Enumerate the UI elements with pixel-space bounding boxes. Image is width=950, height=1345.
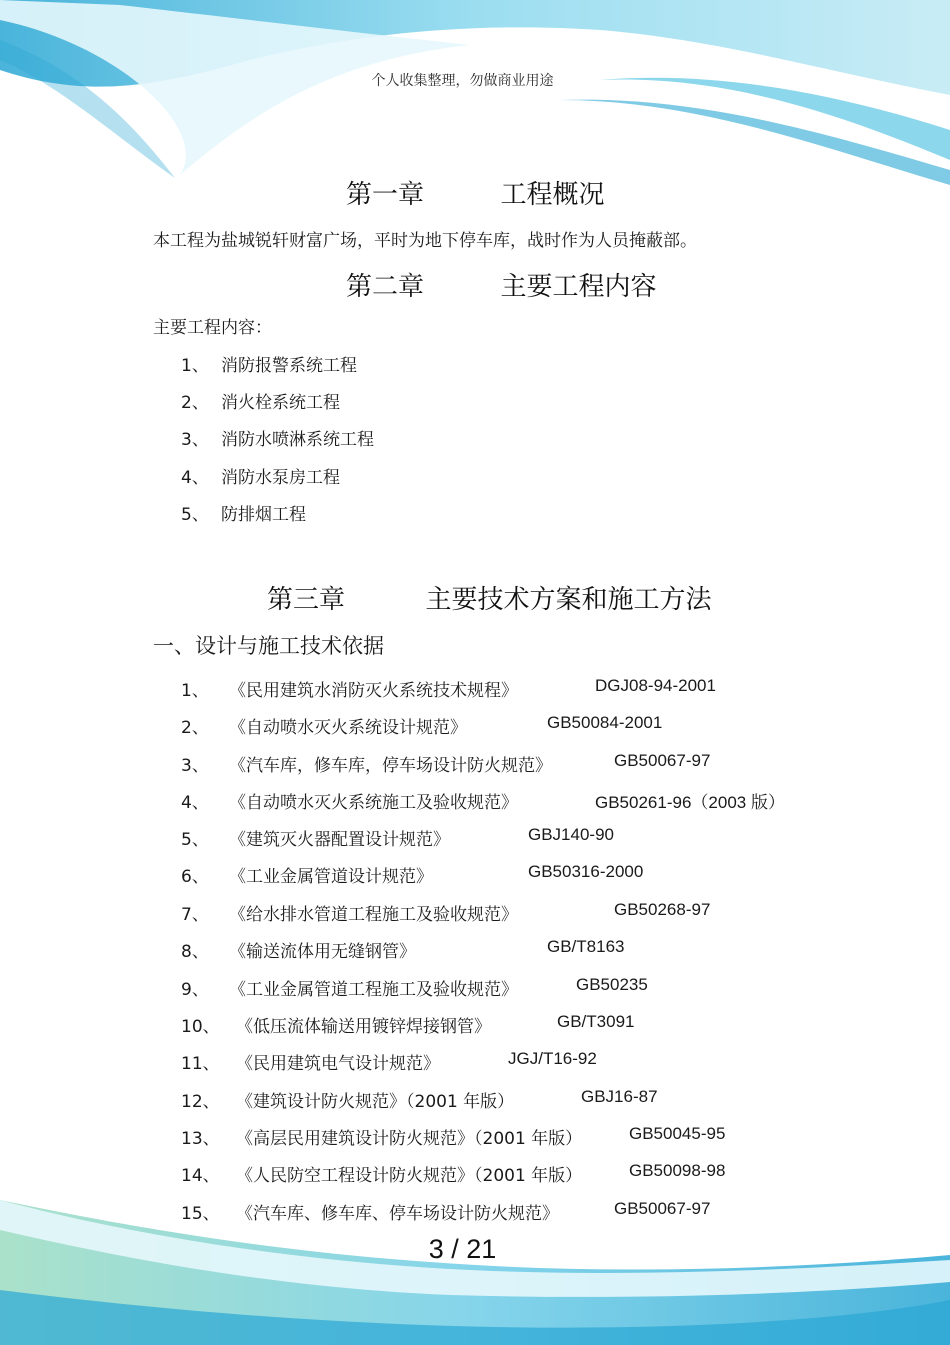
reference-code: GB/T8163 bbox=[547, 937, 625, 956]
chapter2-number: 第二章 bbox=[346, 272, 425, 302]
reference-row: 3、 《汽车库，修车库，停车场设计防火规范》 bbox=[181, 756, 552, 776]
reference-row: 2、 《自动喷水灭火系统设计规范》 bbox=[181, 718, 467, 738]
list-item: 5、 防排烟工程 bbox=[181, 505, 306, 525]
reference-code: GBJ140-90 bbox=[528, 825, 614, 844]
reference-row: 14、 《人民防空工程设计防火规范》（2001 年版） bbox=[181, 1166, 583, 1186]
reference-code: GBJ16-87 bbox=[581, 1087, 658, 1106]
list-item: 1、 消防报警系统工程 bbox=[181, 356, 357, 376]
section-heading: 一、设计与施工技术依据 bbox=[153, 634, 384, 658]
reference-row: 12、 《建筑设计防火规范》（2001 年版） bbox=[181, 1092, 515, 1112]
reference-code: GB/T3091 bbox=[557, 1012, 635, 1031]
watermark-text: 个人收集整理，勿做商业用途 bbox=[371, 73, 554, 89]
chapter1-heading bbox=[346, 174, 605, 211]
reference-row: 7、 《给水排水管道工程施工及验收规范》 bbox=[181, 905, 518, 925]
reference-row: 6、 《工业金属管道设计规范》 bbox=[181, 867, 433, 887]
reference-row: 8、 《输送流体用无缝钢管》 bbox=[181, 942, 416, 962]
list-item: 2、 消火栓系统工程 bbox=[181, 393, 340, 413]
reference-row: 15、 《汽车库、修车库、停车场设计防火规范》 bbox=[181, 1204, 559, 1224]
reference-code: GB50084-2001 bbox=[547, 713, 663, 732]
chapter2-intro: 主要工程内容： bbox=[153, 318, 272, 338]
reference-code: GB50268-97 bbox=[614, 900, 711, 919]
chapter2-heading bbox=[346, 266, 657, 303]
reference-code: GB50098-98 bbox=[629, 1161, 726, 1180]
reference-row: 11、 《民用建筑电气设计规范》 bbox=[181, 1054, 440, 1074]
chapter1-number: 第一章 bbox=[346, 180, 425, 210]
reference-row: 13、 《高层民用建筑设计防火规范》（2001 年版） bbox=[181, 1129, 583, 1149]
reference-code: GB50067-97 bbox=[614, 751, 711, 770]
list-item: 3、 消防水喷淋系统工程 bbox=[181, 430, 374, 450]
reference-code: JGJ/T16-92 bbox=[508, 1049, 597, 1068]
list-item: 4、 消防水泵房工程 bbox=[181, 468, 340, 488]
chapter1-paragraph: 本工程为盐城锐轩财富广场，平时为地下停车库，战时作为人员掩蔽部。 bbox=[153, 231, 697, 251]
reference-code: GB50067-97 bbox=[614, 1199, 711, 1218]
chapter2-title: 主要工程内容 bbox=[500, 272, 657, 302]
reference-row: 1、 《民用建筑水消防灭火系统技术规程》 bbox=[181, 681, 518, 701]
chapter1-title: 工程概况 bbox=[500, 180, 605, 210]
reference-row: 10、 《低压流体输送用镀锌焊接钢管》 bbox=[181, 1017, 491, 1037]
page-number: 3 / 21 bbox=[428, 1234, 497, 1264]
reference-code: GB50261-96（2003 版） bbox=[595, 793, 785, 812]
reference-row: 4、 《自动喷水灭火系统施工及验收规范》 bbox=[181, 793, 518, 813]
reference-code: GB50235 bbox=[576, 975, 648, 994]
reference-code: GB50045-95 bbox=[629, 1124, 726, 1143]
reference-row: 9、 《工业金属管道工程施工及验收规范》 bbox=[181, 980, 518, 1000]
chapter3-number: 第三章 bbox=[267, 585, 346, 615]
chapter3-heading bbox=[267, 579, 712, 616]
chapter3-title: 主要技术方案和施工方法 bbox=[425, 585, 712, 615]
reference-code: GB50316-2000 bbox=[528, 862, 644, 881]
reference-code: DGJ08-94-2001 bbox=[595, 676, 716, 695]
reference-row: 5、 《建筑灭火器配置设计规范》 bbox=[181, 830, 450, 850]
